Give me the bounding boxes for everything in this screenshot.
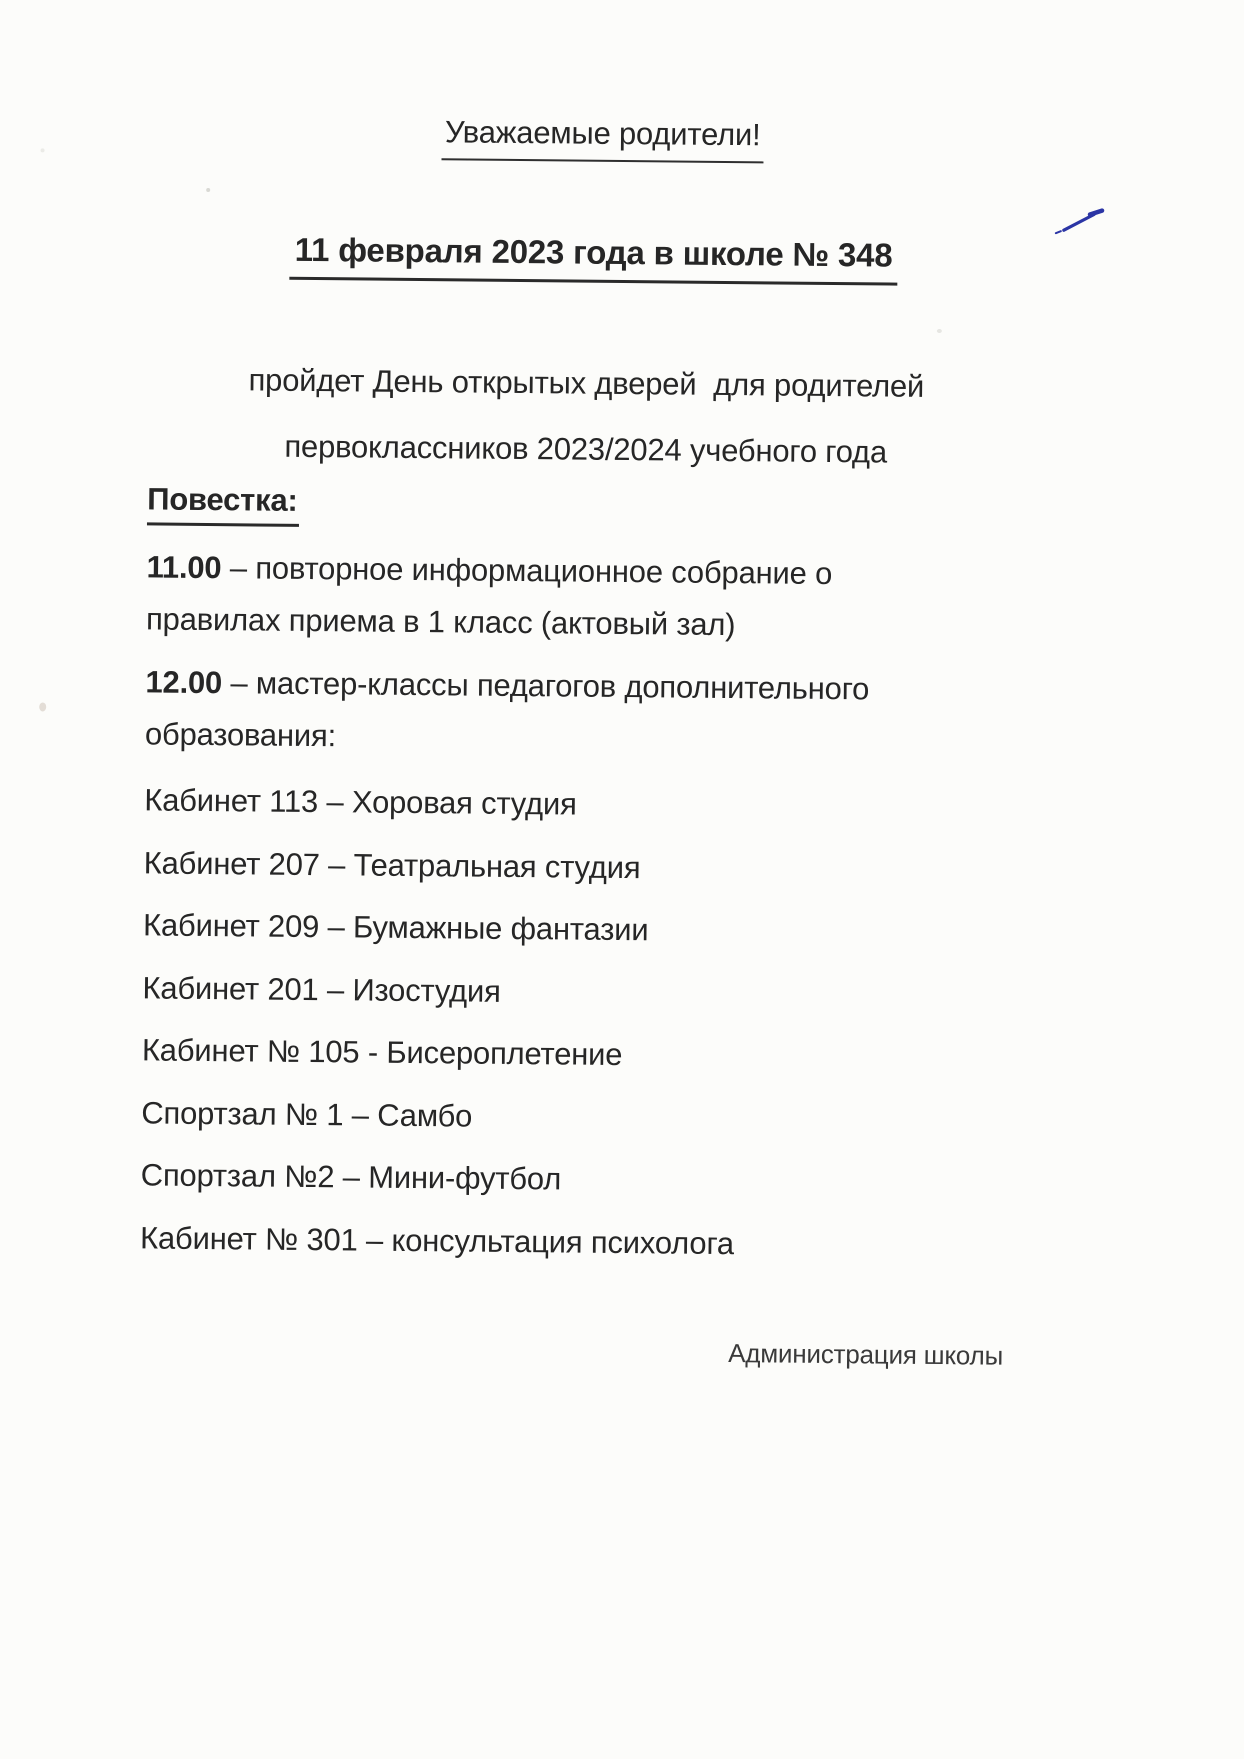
event-heading <box>0 224 1190 288</box>
agenda-item-line <box>146 541 832 600</box>
scan-speck <box>39 702 46 711</box>
room-item: Спортзал № 1 – Самбо <box>141 1094 473 1134</box>
room-item: Кабинет 209 – Бумажные фантазии <box>142 907 649 948</box>
agenda-item-line <box>145 656 869 715</box>
agenda-item-text: – повторное информационное собрание о <box>221 550 833 592</box>
agenda-heading <box>147 479 300 526</box>
document-title-text: Уважаемые родители! <box>442 111 764 163</box>
scan-speck <box>41 148 45 152</box>
document-title <box>0 107 1207 168</box>
room-item: Кабинет 113 – Хоровая студия <box>144 782 577 822</box>
room-item: Спортзал №2 – Мини-футбол <box>140 1157 562 1197</box>
scan-speck <box>206 188 210 192</box>
room-list <box>140 769 739 1275</box>
scan-speck <box>937 329 942 333</box>
room-item: Кабинет № 301 – консультация психолога <box>139 1219 735 1261</box>
agenda-item-text: – мастер-классы педагогов дополнительного <box>221 665 870 707</box>
time-label: 11.00 <box>146 549 222 586</box>
agenda-item-line: образования: <box>144 716 337 754</box>
room-item: Кабинет № 105 - Бисероплетение <box>141 1032 623 1073</box>
intro-line-2: первоклассников 2023/2024 учебного года <box>284 428 888 470</box>
agenda-heading-text: Повестка: <box>147 479 300 526</box>
room-item: Кабинет 207 – Театральная студия <box>143 844 641 885</box>
event-heading-text: 11 февраля 2023 года в школе № 348 <box>289 227 897 286</box>
agenda-item-11-00 <box>146 541 833 652</box>
signature: Администрация школы <box>728 1338 1004 1371</box>
pen-mark-icon <box>1050 202 1114 239</box>
agenda-item-12-00 <box>145 656 870 767</box>
intro-line-1: пройдет День открытых дверей для родителей <box>248 362 925 404</box>
intro-paragraph <box>0 345 1177 488</box>
agenda-item-line: правилах приема в 1 класс (актовый зал) <box>145 601 736 643</box>
time-label: 12.00 <box>145 664 223 701</box>
room-item: Кабинет 201 – Изостудия <box>142 969 501 1009</box>
